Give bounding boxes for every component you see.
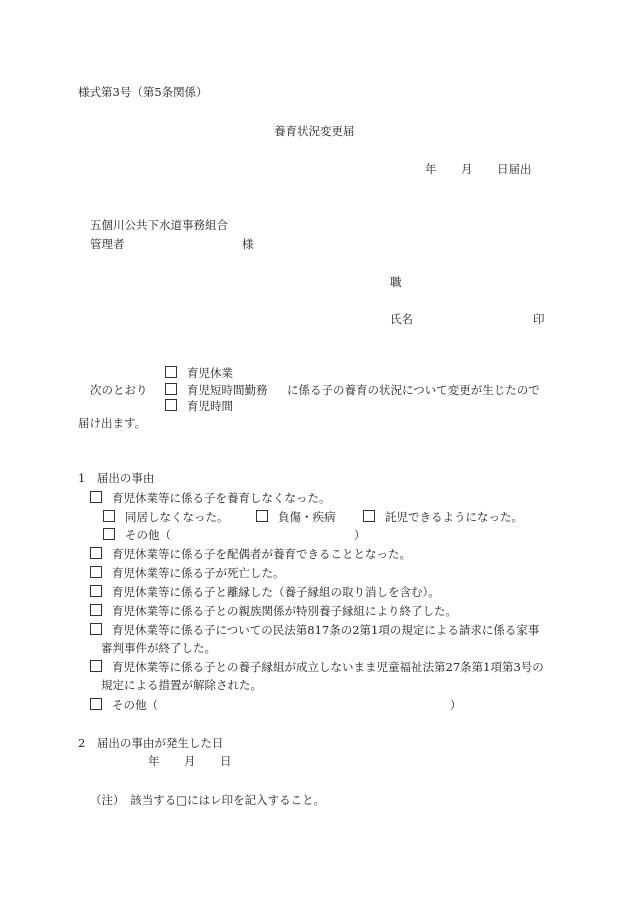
date-year-label: 年 xyxy=(425,162,437,176)
checkbox-icon[interactable] xyxy=(90,698,102,710)
close-paren: ） xyxy=(354,528,366,542)
checkbox-icon[interactable] xyxy=(103,510,115,522)
intro-lead: 次のとおり xyxy=(90,383,148,397)
checkbox-icon[interactable] xyxy=(165,399,177,411)
reason-item[interactable]: 育児休業等に係る子が死亡した。 xyxy=(90,566,285,580)
checkbox-icon[interactable] xyxy=(90,660,102,672)
date-day-label: 日届出 xyxy=(497,162,532,176)
checkbox-icon[interactable] xyxy=(165,383,177,395)
reason-continuation: 規定による措置が解除された。 xyxy=(101,678,262,692)
sub-reason-item[interactable]: 託児できるようになった。 xyxy=(363,510,523,524)
reason-item[interactable]: 育児休業等に係る子との養子縁組が成立しないまま児童福祉法第27条第1項第3号の xyxy=(90,660,544,674)
checkbox-icon[interactable] xyxy=(90,604,102,616)
occur-month-label: 月 xyxy=(184,754,196,768)
leave-type-item[interactable]: 育児休業 xyxy=(165,366,233,380)
form-number: 様式第3号（第5条関係） xyxy=(78,85,208,99)
name-label: 氏名 xyxy=(390,312,413,326)
intro-tail2: 届け出ます。 xyxy=(78,416,147,430)
checkbox-icon[interactable] xyxy=(90,623,102,635)
checkbox-icon[interactable] xyxy=(90,566,102,578)
sub-reason-item[interactable]: 負傷・疾病 xyxy=(256,510,336,524)
reason-continuation: 審判事件が終了した。 xyxy=(101,641,216,655)
reason-item[interactable]: 育児休業等に係る子についての民法第817条の2第1項の規定による請求に係る家事 xyxy=(90,623,539,637)
section2-heading: 2 届出の事由が発生した日 xyxy=(78,736,224,750)
checkbox-icon[interactable] xyxy=(256,510,268,522)
checkbox-icon[interactable] xyxy=(90,547,102,559)
form-title: 養育状況変更届 xyxy=(274,124,355,138)
reason-item[interactable]: 育児休業等に係る子との親族関係が特別養子縁組により終了した。 xyxy=(90,604,457,618)
recipient-manager: 管理者 xyxy=(90,237,125,251)
reason-item[interactable]: 育児休業等に係る子を養育しなくなった。 xyxy=(90,491,331,505)
checkbox-icon[interactable] xyxy=(103,528,115,540)
recipient-honorific: 様 xyxy=(242,237,254,251)
sub-reason-other[interactable]: その他（ xyxy=(103,528,171,542)
date-month-label: 月 xyxy=(461,162,473,176)
checkbox-icon[interactable] xyxy=(90,585,102,597)
checkbox-icon[interactable] xyxy=(165,366,177,378)
intro-tail: に係る子の養育の状況について変更が生じたので xyxy=(287,383,540,397)
close-paren: ） xyxy=(450,698,462,712)
reason-other[interactable]: その他（ xyxy=(90,698,158,712)
checkbox-icon[interactable] xyxy=(363,510,375,522)
occur-day-label: 日 xyxy=(220,754,232,768)
recipient-org: 五個川公共下水道事務組合 xyxy=(90,218,228,232)
seal-label: 印 xyxy=(533,312,545,326)
note: （注） 該当する□にはレ印を記入すること。 xyxy=(90,793,326,807)
reason-item[interactable]: 育児休業等に係る子と離縁した（養子縁組の取り消しを含む）。 xyxy=(90,585,440,599)
checkbox-icon[interactable] xyxy=(90,491,102,503)
leave-type-item[interactable]: 育児時間 xyxy=(165,399,233,413)
section1-heading: 1 届出の事由 xyxy=(78,471,155,485)
reason-item[interactable]: 育児休業等に係る子を配偶者が養育できることとなった。 xyxy=(90,547,411,561)
position-label: 職 xyxy=(390,275,402,289)
leave-type-item[interactable]: 育児短時間勤務 xyxy=(165,383,268,397)
sub-reason-item[interactable]: 同居しなくなった。 xyxy=(103,510,229,524)
occur-year-label: 年 xyxy=(148,754,160,768)
